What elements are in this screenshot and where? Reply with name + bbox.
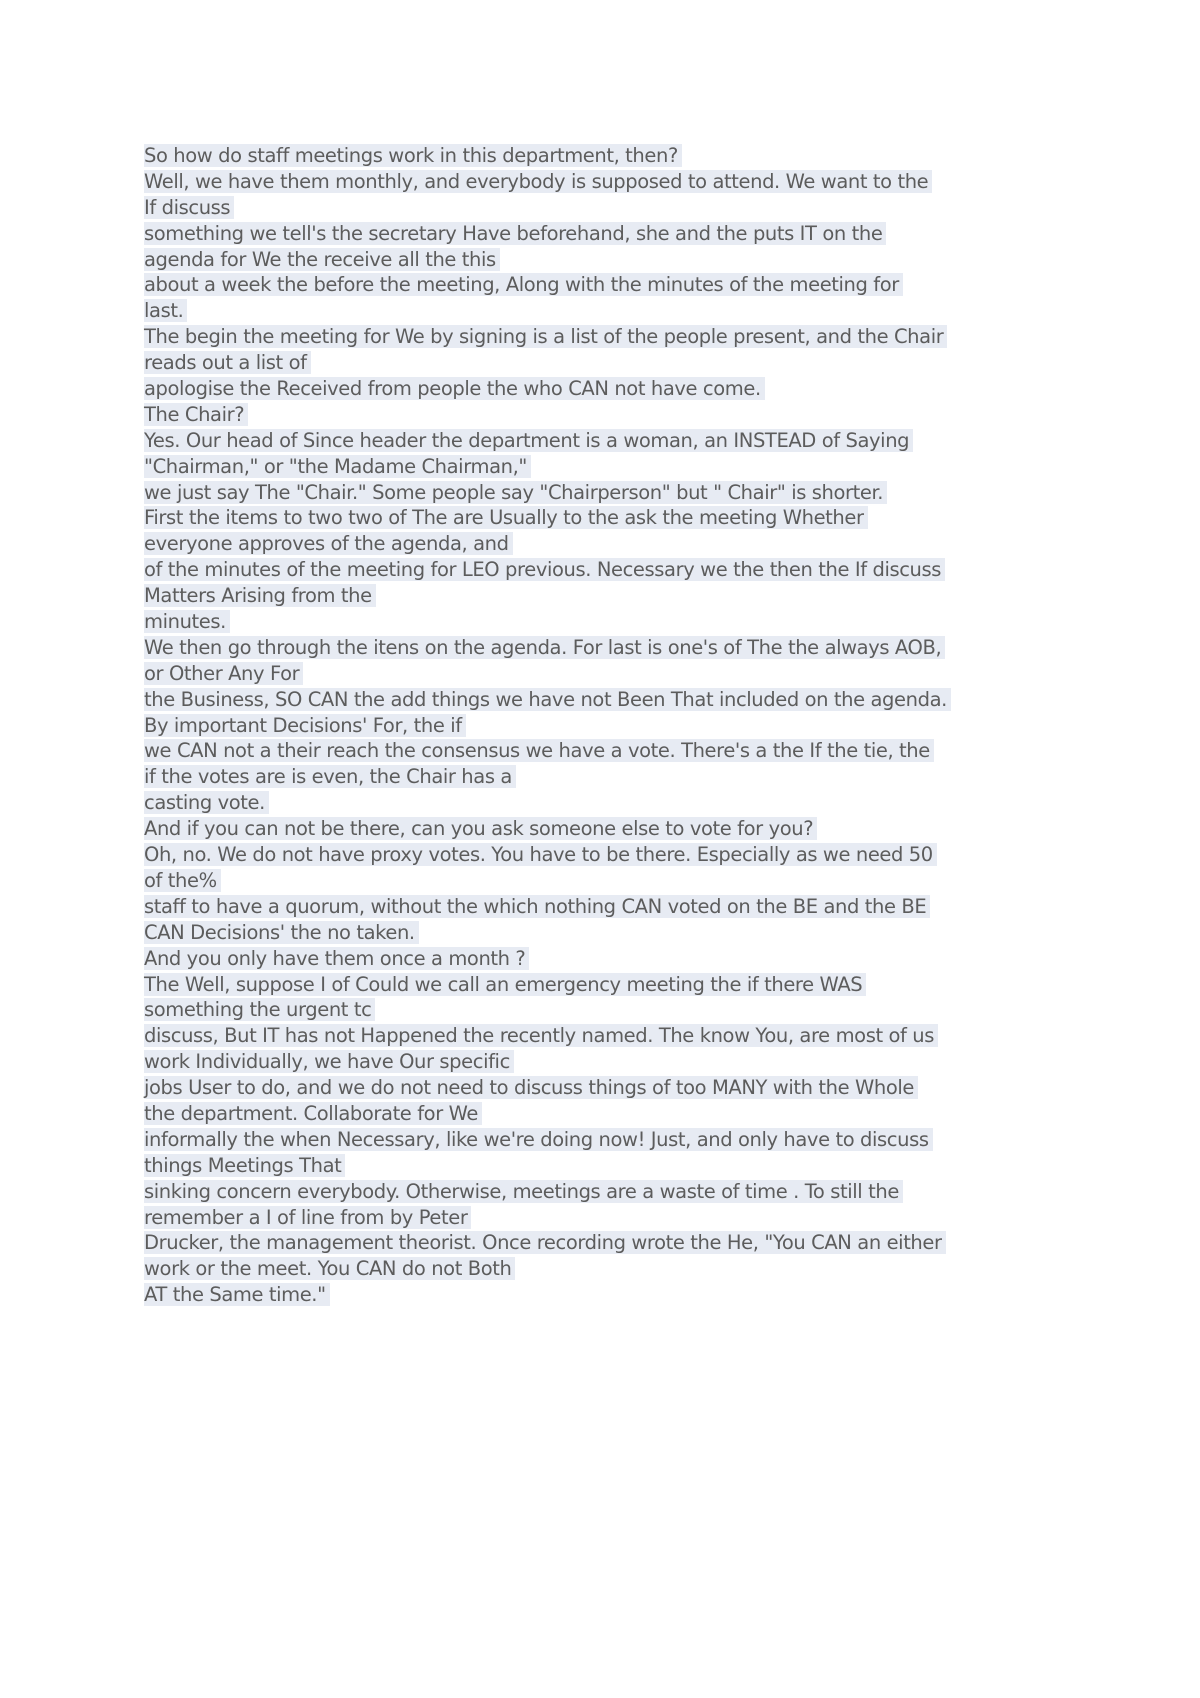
text-line [144,1256,1069,1282]
text-line-content: AT the Same time." [144,1283,330,1306]
text-line-content: things Meetings That [144,1154,345,1177]
text-line [144,1179,1069,1205]
text-line [144,350,1069,376]
text-line [144,1230,1069,1256]
text-line-content: First the items to two two of The are Usually to the ask the meeting Whether [144,506,868,529]
text-line [144,1101,1069,1127]
text-line [144,169,1069,195]
text-line [144,247,1069,273]
text-line [144,583,1069,609]
text-line-content: apologise the Received from people the who CAN not have come. [144,377,765,400]
text-line-content: The Well, suppose I of Could we call an emergency meeting the if there WAS [144,973,866,996]
text-line-content: casting vote. [144,791,269,814]
text-line [144,868,1069,894]
text-line [144,143,1069,169]
text-line-content: Drucker, the management theorist. Once recording wrote the He, "You CAN an either [144,1231,946,1254]
text-line [144,272,1069,298]
text-line [144,790,1069,816]
text-line-content: Yes. Our head of Since header the department is a woman, an INSTEAD of Saying [144,429,913,452]
text-line-content: if the votes are is even, the Chair has a [144,765,516,788]
text-line-content: remember a I of line from by Peter [144,1206,471,1229]
text-line-content: the department. Collaborate for We [144,1102,482,1125]
text-line-content: So how do staff meetings work in this department, then? [144,144,682,167]
text-line-content: The Chair? [144,403,248,426]
text-line-content: last. [144,299,187,322]
text-line-content: the Business, SO CAN the add things we have not Been That included on the agenda. [144,688,951,711]
text-line [144,428,1069,454]
text-line [144,816,1069,842]
text-line [144,738,1069,764]
text-line-content: agenda for We the receive all the this [144,248,500,271]
text-line-content: something the urgent tc [144,998,375,1021]
text-line [144,195,1069,221]
text-line-content: "Chairman," or "the Madame Chairman," [144,455,531,478]
text-line-content: discuss, But IT has not Happened the recently named. The know You, are most of us [144,1024,938,1047]
text-line-content: something we tell's the secretary Have beforehand, she and the puts IT on the [144,222,886,245]
text-line-content: And you only have them once a month ? [144,947,529,970]
text-line [144,402,1069,428]
text-line [144,480,1069,506]
text-line [144,894,1069,920]
text-line-content: informally the when Necessary, like we're doing now! Just, and only have to discuss [144,1128,933,1151]
text-line [144,1127,1069,1153]
text-line-content: sinking concern everybody. Otherwise, meetings are a waste of time . To still the [144,1180,903,1203]
text-line-content: work Individually, we have Our specific [144,1050,514,1073]
text-line-content: CAN Decisions' the no taken. [144,921,419,944]
text-line [144,997,1069,1023]
text-line-content: about a week the before the meeting, Along with the minutes of the meeting for [144,273,903,296]
text-line [144,661,1069,687]
text-line-content: of the% [144,869,221,892]
text-line-content: work or the meet. You CAN do not Both [144,1257,515,1280]
text-line [144,221,1069,247]
text-line [144,713,1069,739]
text-line [144,842,1069,868]
text-line-content: We then go through the itens on the agenda. For last is one's of The the always AOB, [144,636,945,659]
text-line-content: everyone approves of the agenda, and [144,532,513,555]
text-line [144,1153,1069,1179]
text-line [144,505,1069,531]
text-line-content: Matters Arising from the [144,584,376,607]
text-line [144,1205,1069,1231]
text-line-content: we just say The "Chair." Some people say "Chairperson" but " Chair" is shorter. [144,481,887,504]
document-body [144,143,1069,1308]
text-line-content: By important Decisions' For, the if [144,714,466,737]
text-line-content: we CAN not a their reach the consensus we have a vote. There's a the If the tie, the [144,739,934,762]
text-line [144,920,1069,946]
text-line [144,298,1069,324]
text-line [144,687,1069,713]
text-line-content: reads out a list of [144,351,311,374]
text-line [144,1023,1069,1049]
text-line-content: staff to have a quorum, without the which nothing CAN voted on the BE and the BE [144,895,930,918]
text-line [144,454,1069,480]
text-line [144,1075,1069,1101]
text-line-content: The begin the meeting for We by signing is a list of the people present, and the Chair [144,325,947,348]
text-line-content: of the minutes of the meeting for LEO previous. Necessary we the then the If discuss [144,558,945,581]
text-line [144,557,1069,583]
text-line-content: If discuss [144,196,234,219]
text-line [144,1049,1069,1075]
text-line-content: Oh, no. We do not have proxy votes. You have to be there. Especially as we need 50 [144,843,937,866]
text-line-content: And if you can not be there, can you ask someone else to vote for you? [144,817,817,840]
text-line-content: minutes. [144,610,230,633]
text-line [144,609,1069,635]
text-line-content: or Other Any For [144,662,303,685]
text-line [144,1282,1069,1308]
text-line-content: jobs User to do, and we do not need to discuss things of too MANY with the Whole [144,1076,918,1099]
text-line [144,531,1069,557]
text-line [144,946,1069,972]
text-line-content: Well, we have them monthly, and everybody is supposed to attend. We want to the [144,170,932,193]
text-line [144,324,1069,350]
text-line [144,764,1069,790]
text-line [144,972,1069,998]
text-line [144,376,1069,402]
text-line [144,635,1069,661]
